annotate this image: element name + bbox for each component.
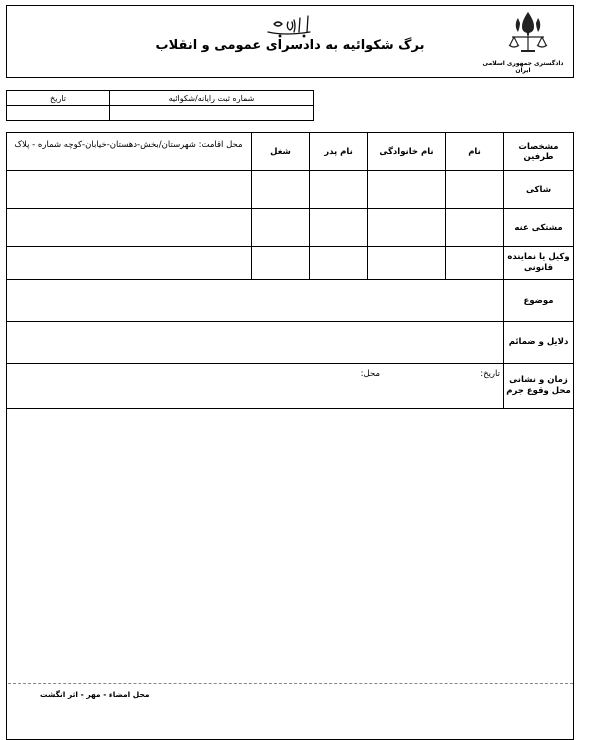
row-line [6, 170, 574, 171]
header-address: محل اقامت: شهرستان/بخش-دهستان-خیابان-کوچه شماره - پلاک [14, 140, 243, 150]
row-label-complainant: شاکی [525, 184, 552, 195]
registration-date-field[interactable] [6, 105, 110, 121]
row-line [6, 408, 574, 409]
registration-date-label: تاریخ [6, 90, 110, 106]
iran-emblem-icon [500, 10, 556, 56]
row-label-evidence: دلایل و ضمائم [508, 337, 569, 347]
incident-date-label: تاریخ: [480, 369, 500, 379]
evidence-field[interactable] [8, 324, 502, 362]
signature-label: محل امضاء - مهر - اثر انگشت [40, 690, 150, 699]
row-line [6, 279, 574, 280]
row-label-attorney: وکیل یا نماینده قانونی [507, 251, 570, 273]
form-title: برگ شکوائیه به دادسرای عمومی و انقلاب [155, 38, 425, 53]
header-parties: مشخصات طرفین [518, 141, 559, 162]
registration-number-label: شماره ثبت رایانه/شکوائیه [109, 90, 314, 106]
row-label-defendant: مشتکی عنه [514, 222, 563, 233]
header-father-name: نام پدر [324, 146, 353, 157]
complaint-description-area[interactable] [8, 410, 572, 680]
row-line [6, 208, 574, 209]
row-label-incident: زمان و نشانی محل وقوع جرم [506, 374, 571, 396]
row-line [6, 246, 574, 247]
header-first-name: نام [468, 146, 481, 157]
row-line [6, 363, 574, 364]
row-line [6, 321, 574, 322]
header-last-name: نام خانوادگی [379, 146, 434, 157]
row-label-subject: موضوع [523, 295, 554, 306]
signature-separator [8, 683, 573, 684]
header-occupation: شغل [270, 146, 291, 157]
bismillah-calligraphy [260, 10, 320, 40]
subject-field[interactable] [8, 282, 502, 320]
organization-name: دادگستری جمهوری اسلامی ایران [482, 60, 564, 74]
registration-number-field[interactable] [109, 105, 314, 121]
incident-place-label: محل: [360, 369, 380, 379]
